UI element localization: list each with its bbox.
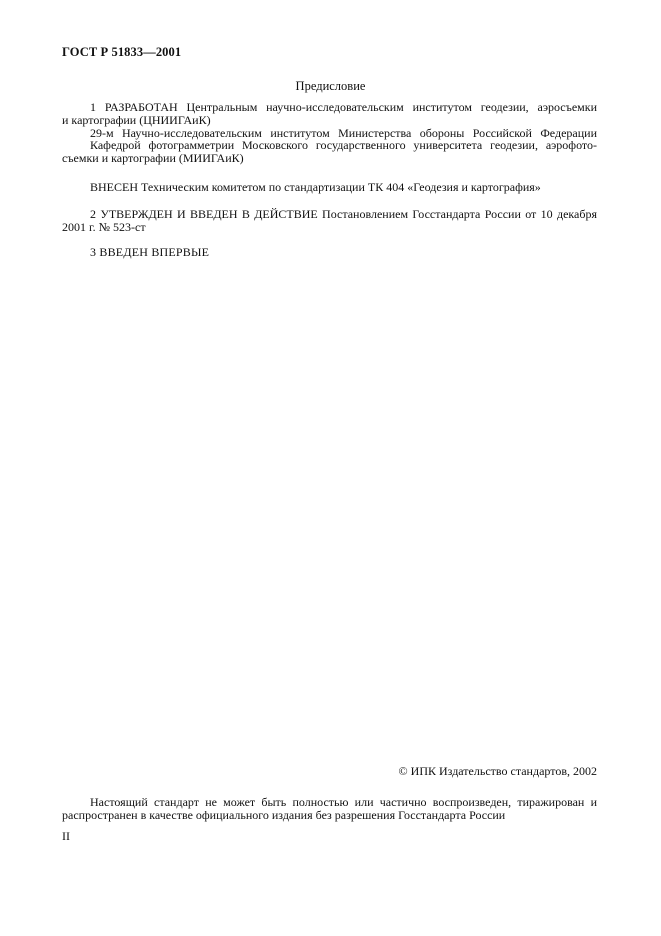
foreword-first-introduced-paragraph [62, 246, 597, 259]
reproduction-notice [62, 796, 597, 822]
foreword-developed-paragraph [62, 101, 597, 165]
foreword-developed-line-1: 1 РАЗРАБОТАН Центральным научно-исследовательским институтом геодезии, аэросъемки [90, 100, 597, 114]
foreword-introduced-line-1: ВНЕСЕН Техническим комитетом по стандартизации ТК 404 «Геодезия и картография» [90, 180, 541, 194]
foreword-developed-line-5: съемки и картографии (МИИГАиК) [62, 151, 244, 166]
foreword-first-introduced-line-1: 3 ВВЕДЕН ВПЕРВЫЕ [90, 245, 210, 259]
foreword-introduced-paragraph [62, 181, 597, 194]
foreword-title: Предисловие [295, 79, 366, 93]
foreword-approved-line-2: 2001 г. № 523-ст [62, 219, 146, 234]
foreword-approved-paragraph [62, 208, 597, 234]
page-number: II [62, 829, 70, 843]
copyright-notice: © ИПК Издательство стандартов, 2002 [398, 764, 597, 778]
foreword-approved-line-1: 2 УТВЕРЖДЕН И ВВЕДЕН В ДЕЙСТВИЕ Постановлением Госстандарта России от 10 декабря [90, 207, 597, 221]
foreword-developed-line-3: 29-м Научно-исследовательским институтом Министерства обороны Российской Федерации [90, 125, 597, 140]
reproduction-notice-line-2: распространен в качестве официального издания без разрешения Госстандарта России [62, 807, 506, 822]
reproduction-notice-line-1: Настоящий стандарт не может быть полностью или частично воспроизведен, тиражирован и [90, 795, 597, 809]
document-code: ГОСТ Р 51833—2001 [62, 45, 182, 59]
foreword-developed-line-2: и картографии (ЦНИИГАиК) [62, 112, 211, 127]
foreword-developed-line-4: Кафедрой фотограмметрии Московского государственного университета геодезии, аэрофото- [90, 138, 597, 153]
